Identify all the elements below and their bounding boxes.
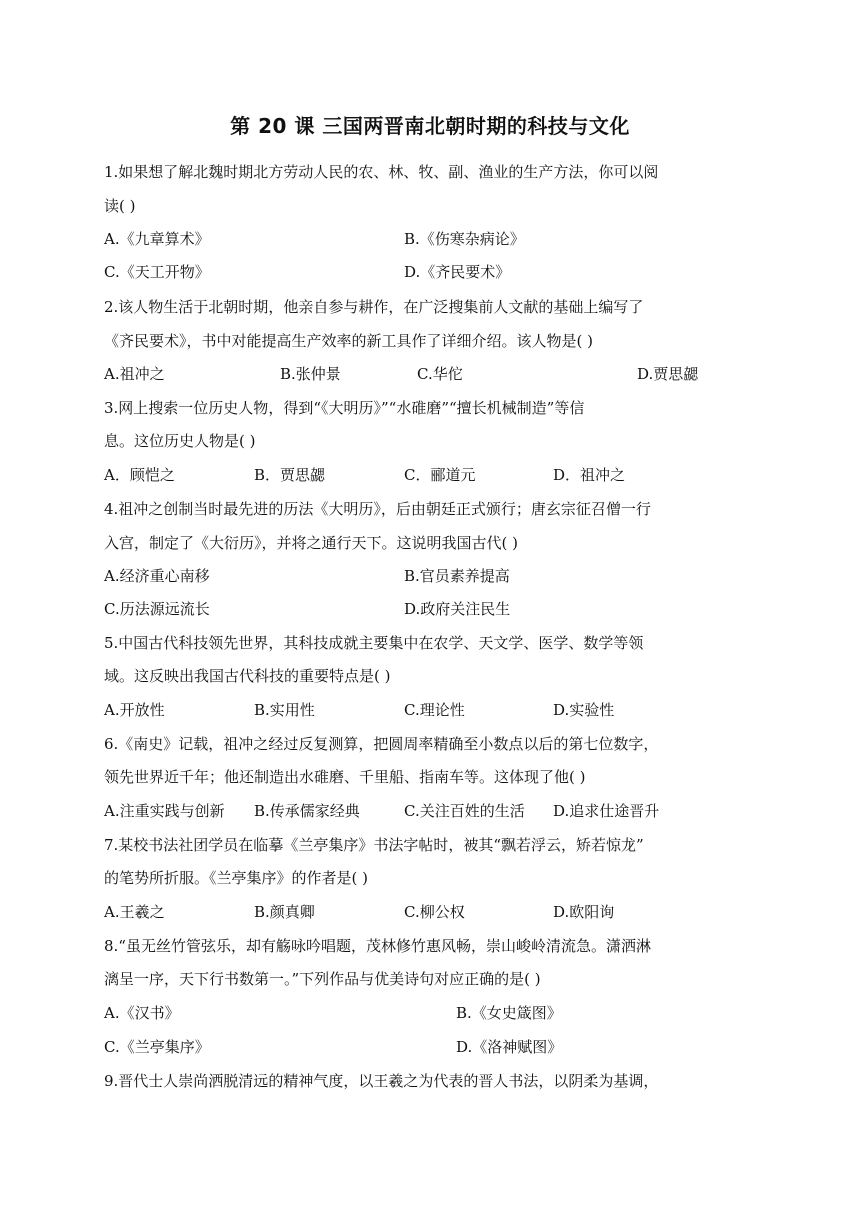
q7-option-a: A.王羲之 — [104, 903, 165, 921]
q1-option-d: D.《齐民要术》 — [404, 263, 511, 281]
q5-line-1: 5.中国古代科技领先世界，其科技成就主要集中在农学、天文学、医学、数学等领 — [104, 634, 644, 652]
q3-line-2: 息。这位历史人物是( ) — [104, 432, 256, 450]
q5-line-2: 域。这反映出我国古代科技的重要特点是( ) — [104, 667, 391, 685]
q4-option-a: A.经济重心南移 — [104, 567, 210, 585]
q6-line-2: 领先世界近千年；他还制造出水碓磨、千里船、指南车等。这体现了他( ) — [104, 768, 586, 786]
q2-line-2: 《齐民要术》，书中对能提高生产效率的新工具作了详细介绍。该人物是( ) — [104, 332, 593, 350]
q2-option-c: C.华佗 — [417, 365, 463, 383]
q3-option-a: A．顾恺之 — [104, 466, 175, 484]
q1-option-a: A.《九章算术》 — [104, 230, 210, 248]
q2-option-d: D.贾思勰 — [637, 365, 699, 383]
q8-option-d: D.《洛神赋图》 — [456, 1038, 563, 1056]
q8-option-b: B.《女史箴图》 — [456, 1004, 562, 1022]
q1-line-2: 读( ) — [104, 197, 136, 215]
q8-option-c: C.《兰亭集序》 — [104, 1038, 210, 1056]
q6-option-b: B.传承儒家经典 — [254, 802, 360, 820]
q2-line-1: 2.该人物生活于北朝时期，他亲自参与耕作，在广泛搜集前人文献的基础上编写了 — [104, 298, 644, 316]
q6-option-d: D.追求仕途晋升 — [553, 802, 660, 820]
q2-option-b: B.张仲景 — [280, 365, 341, 383]
q4-option-d: D.政府关注民生 — [404, 600, 511, 618]
q6-option-a: A.注重实践与创新 — [104, 802, 225, 820]
q3-option-d: D．祖冲之 — [553, 466, 626, 484]
q1-line-1: 1.如果想了解北魏时期北方劳动人民的农、林、牧、副、渔业的生产方法，你可以阅 — [104, 163, 659, 181]
q7-line-1: 7.某校书法社团学员在临摹《兰亭集序》书法字帖时，被其“飘若浮云，矫若惊龙” — [104, 836, 644, 854]
q3-option-b: B．贾思勰 — [254, 466, 326, 484]
q4-line-2: 入宫，制定了《大衍历》，并将之通行天下。这说明我国古代( ) — [104, 534, 518, 552]
q7-option-c: C.柳公权 — [404, 903, 465, 921]
q6-option-c: C.关注百姓的生活 — [404, 802, 525, 820]
q3-option-c: C．郦道元 — [404, 466, 476, 484]
q9-line-1: 9.晋代士人崇尚洒脱清远的精神气度，以王羲之为代表的晋人书法，以阴柔为基调， — [104, 1072, 659, 1090]
q8-option-a: A.《汉书》 — [104, 1004, 180, 1022]
q7-option-b: B.颜真卿 — [254, 903, 315, 921]
q3-line-1: 3.网上搜索一位历史人物，得到“《大明历》”“水碓磨”“擅长机械制造”等信 — [104, 399, 585, 417]
q4-option-b: B.官员素养提高 — [404, 567, 510, 585]
q4-option-c: C.历法源远流长 — [104, 600, 210, 618]
q8-line-2: 漓呈一序，天下行书数第一。”下列作品与优美诗句对应正确的是( ) — [104, 970, 541, 988]
q2-option-a: A.祖冲之 — [104, 365, 165, 383]
q5-option-b: B.实用性 — [254, 701, 315, 719]
q7-line-2: 的笔势所折服。《兰亭集序》的作者是( ) — [104, 869, 368, 887]
page-title: 第 20 课 三国两晋南北朝时期的科技与文化 — [230, 114, 630, 138]
q5-option-a: A.开放性 — [104, 701, 165, 719]
q5-option-c: C.理论性 — [404, 701, 465, 719]
q5-option-d: D.实验性 — [553, 701, 615, 719]
q1-option-b: B.《伤寒杂病论》 — [404, 230, 525, 248]
q4-line-1: 4.祖冲之创制当时最先进的历法《大明历》，后由朝廷正式颁行；唐玄宗征召僧一行 — [104, 500, 651, 518]
q8-line-1: 8.“虽无丝竹管弦乐，却有觞咏吟唱题，茂林修竹惠风畅，崇山峻岭清流急。潇洒淋 — [104, 937, 651, 955]
q7-option-d: D.欧阳询 — [553, 903, 615, 921]
q1-option-c: C.《天工开物》 — [104, 263, 210, 281]
q6-line-1: 6.《南史》记载，祖冲之经过反复测算，把圆周率精确至小数点以后的第七位数字， — [104, 735, 659, 753]
